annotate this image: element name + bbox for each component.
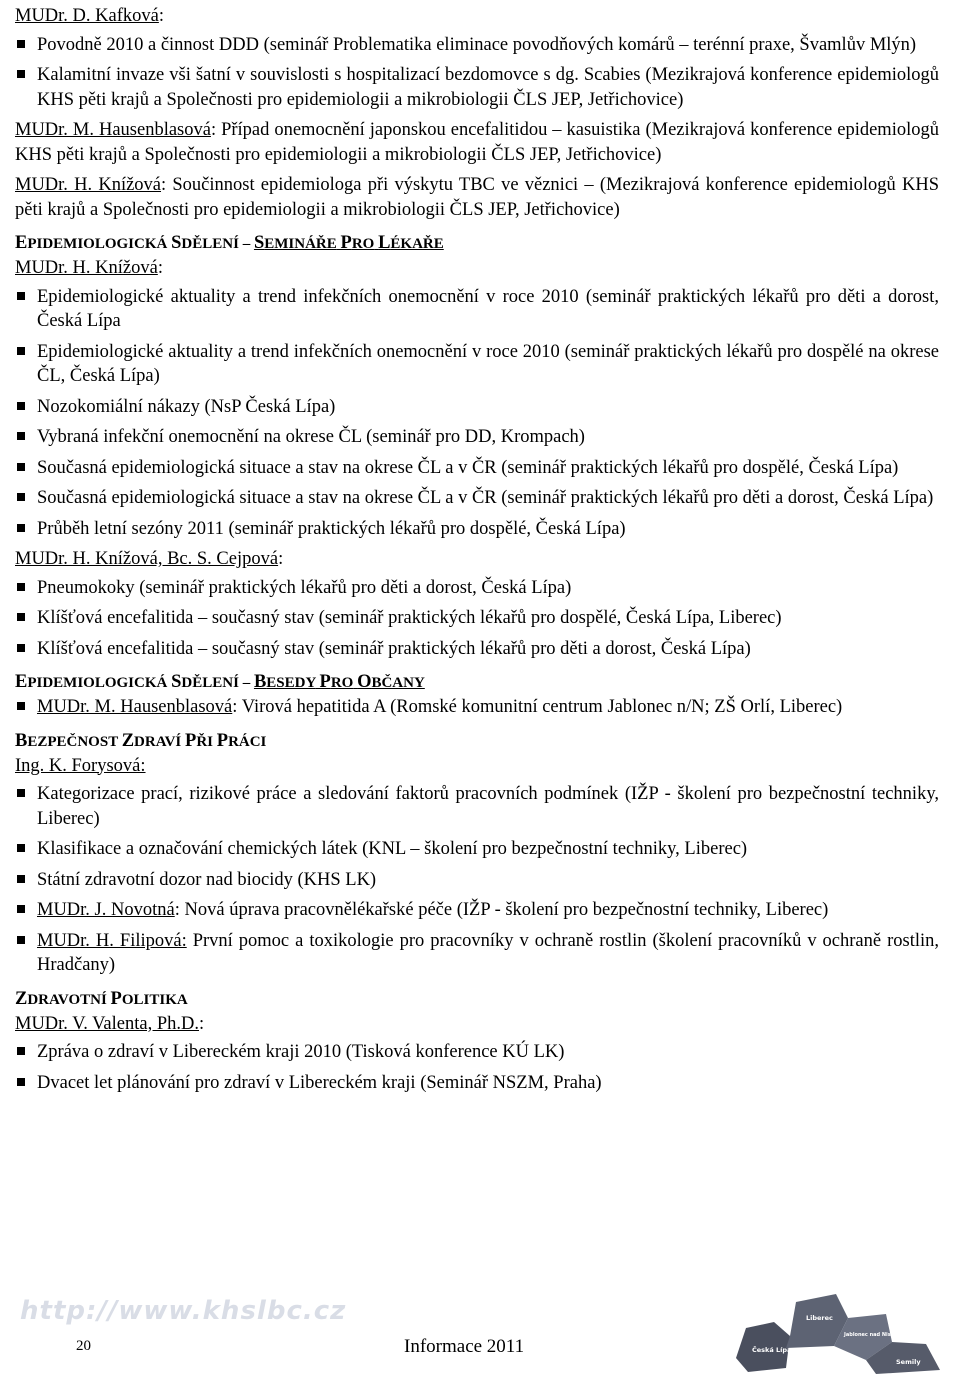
author-colon: : [157,258,163,278]
author-line [15,4,939,29]
footer-title: Informace 2011 [404,1336,525,1357]
list-item-text: Zpráva o zdraví v Libereckém kraji 2010 (Tisková konference KÚ LK) [37,1042,565,1062]
author-line [15,754,939,779]
paragraph-text: : Součinnost epidemiologa při výskytu TBC ve věznici – (Mezikrajová konference epidemiologů KHS pěti krajů a Společnosti pro epidemiologii a mikrobiologii ČLS JEP, Jetřichovice) [15,175,940,220]
list-item-text: První pomoc a toxikologie pro pracovníky v ochraně rostlin (školení pracovníků v ochraně rostlin, Hradčany) [37,930,939,975]
author-line [15,1012,939,1037]
list-item [15,637,939,662]
list-item [15,837,939,862]
list-item [15,517,939,542]
list-item [15,1040,939,1065]
region-map-icon [726,1288,958,1376]
list-item-text: Epidemiologické aktuality a trend infekčních onemocnění v roce 2010 (seminář praktických lékařů pro děti a dorost, Česká Lípa [37,286,939,331]
bullet-list [15,1040,939,1095]
page-footer [0,1288,960,1380]
page-number: 20 [76,1338,91,1354]
author-name: MUDr. D. Kafková [15,6,159,26]
author-name: MUDr. H. Knížová, Bc. S. Cejpová [15,549,279,569]
list-item [15,868,939,893]
list-item-text: Dvacet let plánování pro zdraví v Libereckém kraji (Seminář NSZM, Praha) [37,1072,602,1093]
author-name: MUDr. V. Valenta, Ph.D. [15,1013,199,1034]
paragraph-text: : Případ onemocnění japonskou encefalitidou – kasuistika (Mezikrajová konference epidemiologů KHS pěti krajů a Společnosti pro epidemiologii a mikrobiologii ČLS JEP, Jetřichovice) [15,120,939,165]
map-label-semily: Semily [896,1358,921,1366]
author-name: MUDr. M. Hausenblasová [15,120,211,140]
section-heading: EPIDEMIOLOGICKÁ SDĚLENÍ – SEMINÁŘE PRO LÉKAŘE [15,233,444,253]
bullet-list [15,782,939,978]
footer-url-watermark: http://www.khslbc.cz [20,1296,347,1326]
list-item-text: Státní zdravotní dozor nad biocidy (KHS LK) [37,869,377,890]
list-item-text: Pneumokoky (seminář praktických lékařů pro děti a dorost, Česká Lípa) [37,577,572,598]
list-item-text: : Virová hepatitida A (Romské komunitní centrum Jablonec n/N; ZŠ Orlí, Liberec) [232,697,843,717]
list-item-text: Průběh letní sezóny 2011 (seminář praktických lékařů pro dospělé, Česká Lípa) [37,518,626,539]
bullet-list [15,576,939,662]
list-item-text: Epidemiologické aktuality a trend infekčních onemocnění v roce 2010 (seminář praktických lékařů pro dospělé na okrese ČL, Česká Lípa) [37,341,939,386]
list-item [15,340,939,389]
list-item [15,1071,939,1096]
map-label-ceska-lipa: Česká Lípa [752,1346,792,1354]
paragraph [15,173,939,222]
section-heading: BEZPEČNOST ZDRAVÍ PŘI PRÁCI [15,730,267,751]
list-item [15,425,939,450]
author-line [15,256,939,281]
author-name: MUDr. H. Knížová [15,258,158,278]
map-label-liberec: Liberec [806,1314,833,1322]
author-colon: : [199,1013,205,1034]
list-item [15,576,939,601]
page-content [15,4,939,1101]
author-name: MUDr. M. Hausenblasová [37,697,233,717]
author-colon: : [158,6,165,26]
list-item [15,695,939,720]
bullet-list [15,695,939,720]
list-item [15,63,939,112]
list-item [15,486,939,511]
list-item-text: Klasifikace a označování chemických látek (KNL – školení pro bezpečnostní techniky, Liberec) [37,839,748,859]
list-item [15,606,939,631]
list-item-text: : Nová úprava pracovnělékařské péče (IŽP - školení pro bezpečnostní techniky, Liberec) [174,900,829,920]
list-item-text: Kalamitní invaze vši šatní v souvislosti s hospitalizací bezdomovce s dg. Scabies (Mezikrajová konference epidemiologů KHS pěti krajů a Společnosti pro epidemiologii a mikrobiologii ČLS JEP, Jetřichovice) [37,65,939,110]
list-item [15,929,939,978]
section-heading: EPIDEMIOLOGICKÁ SDĚLENÍ – BESEDY PRO OBČANY [15,672,425,692]
list-item-text: Současná epidemiologická situace a stav na okrese ČL a v ČR (seminář praktických lékařů pro děti a dorost, Česká Lípa) [37,488,934,508]
paragraph [15,118,939,167]
list-item-text: Kategorizace prací, rizikové práce a sledování faktorů pracovních podmínek (IŽP - školení pro bezpečnostní techniky, Liberec) [37,784,939,829]
author-name: MUDr. H. Knížová [15,175,162,195]
list-item [15,285,939,334]
author-name: Ing. K. Forysová: [15,755,146,776]
list-item-text: Nozokomiální nákazy (NsP Česká Lípa) [37,396,336,417]
list-item [15,395,939,420]
list-item-text: Povodně 2010 a činnost DDD (seminář Problematika eliminace povodňových komárů – terénní praxe, Švamlův Mlýn) [37,34,917,55]
bullet-list [15,285,939,542]
list-item-text: Klíšťová encefalitida – současný stav (seminář praktických lékařů pro dospělé, Česká Lípa, Liberec) [37,608,782,628]
author-line [15,547,939,572]
author-name: MUDr. J. Novotná [37,900,175,920]
list-item-text: Klíšťová encefalitida – současný stav (seminář praktických lékařů pro děti a dorost, Česká Lípa) [37,638,751,659]
list-item-text: Současná epidemiologická situace a stav na okrese ČL a v ČR (seminář praktických lékařů pro dospělé, Česká Lípa) [37,457,899,478]
author-colon: : [278,549,284,569]
list-item-text: Vybraná infekční onemocnění na okrese ČL (seminář pro DD, Krompach) [37,427,585,447]
list-item [15,456,939,481]
list-item [15,33,939,58]
list-item [15,898,939,923]
author-name: MUDr. H. Filipová: [37,930,187,951]
bullet-list [15,33,939,113]
map-label-jablonec: Jablonec nad Nisou [844,1332,898,1338]
section-heading: ZDRAVOTNÍ POLITIKA [15,988,188,1009]
list-item [15,782,939,831]
